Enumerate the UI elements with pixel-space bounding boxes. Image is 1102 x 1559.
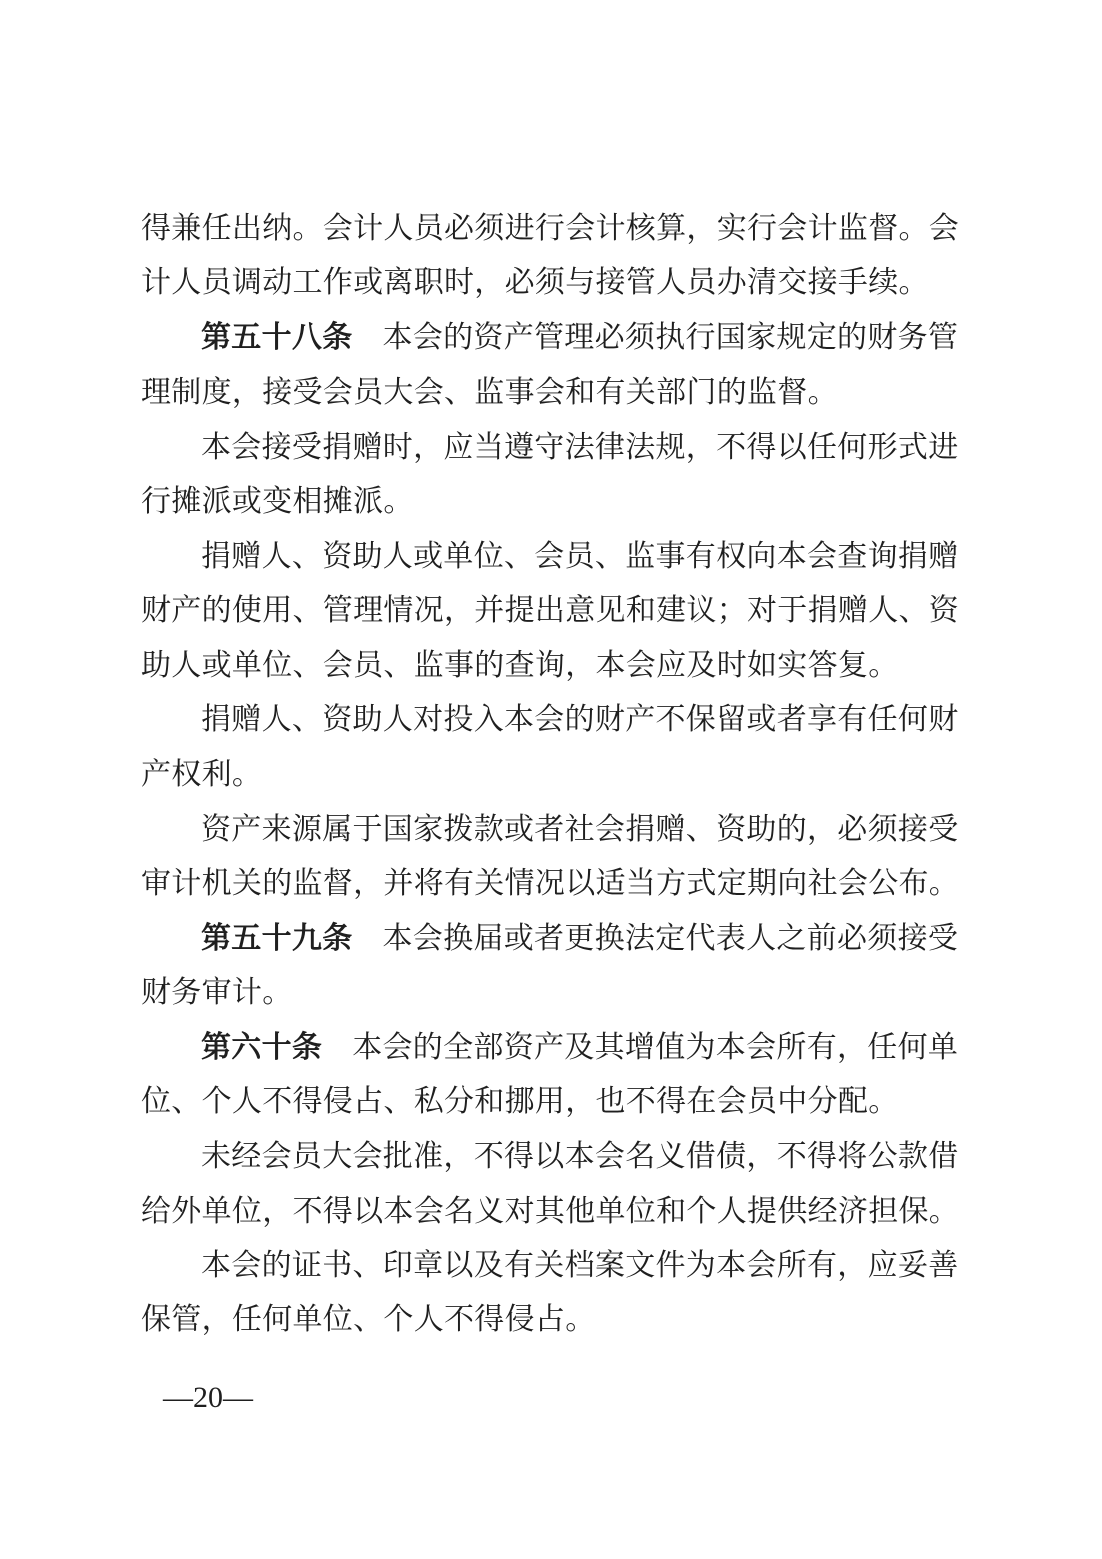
line-text: 本会的证书、印章以及有关档案文件为本会所有，应妥善 xyxy=(201,1248,959,1283)
text-line xyxy=(141,265,941,301)
text-line xyxy=(141,1084,941,1120)
line-text: 资产来源属于国家拨款或者社会捐赠、资助的，必须接受 xyxy=(201,812,959,847)
line-text: 理制度，接受会员大会、监事会和有关部门的监督。 xyxy=(141,375,838,410)
text-line xyxy=(141,484,941,520)
line-text: 捐赠人、资助人或单位、会员、监事有权向本会查询捐赠 xyxy=(201,539,959,574)
line-text: 审计机关的监督，并将有关情况以适当方式定期向社会公布。 xyxy=(141,866,960,901)
line-text: 计人员调动工作或离职时，必须与接管人员办清交接手续。 xyxy=(141,265,929,300)
line-text: 本会的资产管理必须执行国家规定的财务管 xyxy=(382,320,959,355)
text-line xyxy=(201,1248,959,1284)
line-text: 给外单位，不得以本会名义对其他单位和个人提供经济担保。 xyxy=(141,1194,960,1229)
line-text: 本会接受捐赠时，应当遵守法律法规，不得以任何形式进 xyxy=(201,430,959,465)
line-text: 位、个人不得侵占、私分和挪用，也不得在会员中分配。 xyxy=(141,1084,899,1119)
line-text: 助人或单位、会员、监事的查询，本会应及时如实答复。 xyxy=(141,648,899,683)
article-heading: 第五十八条 xyxy=(201,320,353,355)
text-line xyxy=(141,593,960,629)
text-line xyxy=(141,1194,960,1230)
text-line xyxy=(201,539,959,575)
text-line xyxy=(141,648,941,684)
article-line xyxy=(201,1030,959,1066)
line-text: 财务审计。 xyxy=(141,975,293,1010)
text-line xyxy=(141,866,960,902)
line-text: 本会的全部资产及其增值为本会所有，任何单 xyxy=(352,1030,959,1065)
line-text: 行摊派或变相摊派。 xyxy=(141,484,414,519)
text-line xyxy=(201,1139,959,1175)
article-line xyxy=(201,921,959,957)
line-text: 本会换届或者更换法定代表人之前必须接受 xyxy=(382,921,959,956)
text-line xyxy=(201,430,959,466)
line-text: 保管，任何单位、个人不得侵占。 xyxy=(141,1302,596,1337)
text-line xyxy=(141,375,941,411)
text-line xyxy=(141,757,941,793)
article-heading: 第六十条 xyxy=(201,1030,323,1065)
line-text: 捐赠人、资助人对投入本会的财产不保留或者享有任何财 xyxy=(201,702,959,737)
line-text: 得兼任出纳。会计人员必须进行会计核算，实行会计监督。会 xyxy=(141,211,960,246)
line-text: 未经会员大会批准，不得以本会名义借债，不得将公款借 xyxy=(201,1139,959,1174)
text-line xyxy=(201,702,959,738)
text-line xyxy=(141,211,960,247)
article-line xyxy=(201,320,959,356)
text-line xyxy=(141,1302,941,1338)
article-heading: 第五十九条 xyxy=(201,921,353,956)
page-number: —20— xyxy=(163,1381,253,1414)
text-line xyxy=(201,812,959,848)
line-text: 产权利。 xyxy=(141,757,263,792)
line-text: 财产的使用、管理情况，并提出意见和建议；对于捐赠人、资 xyxy=(141,593,960,628)
text-line xyxy=(141,975,941,1011)
